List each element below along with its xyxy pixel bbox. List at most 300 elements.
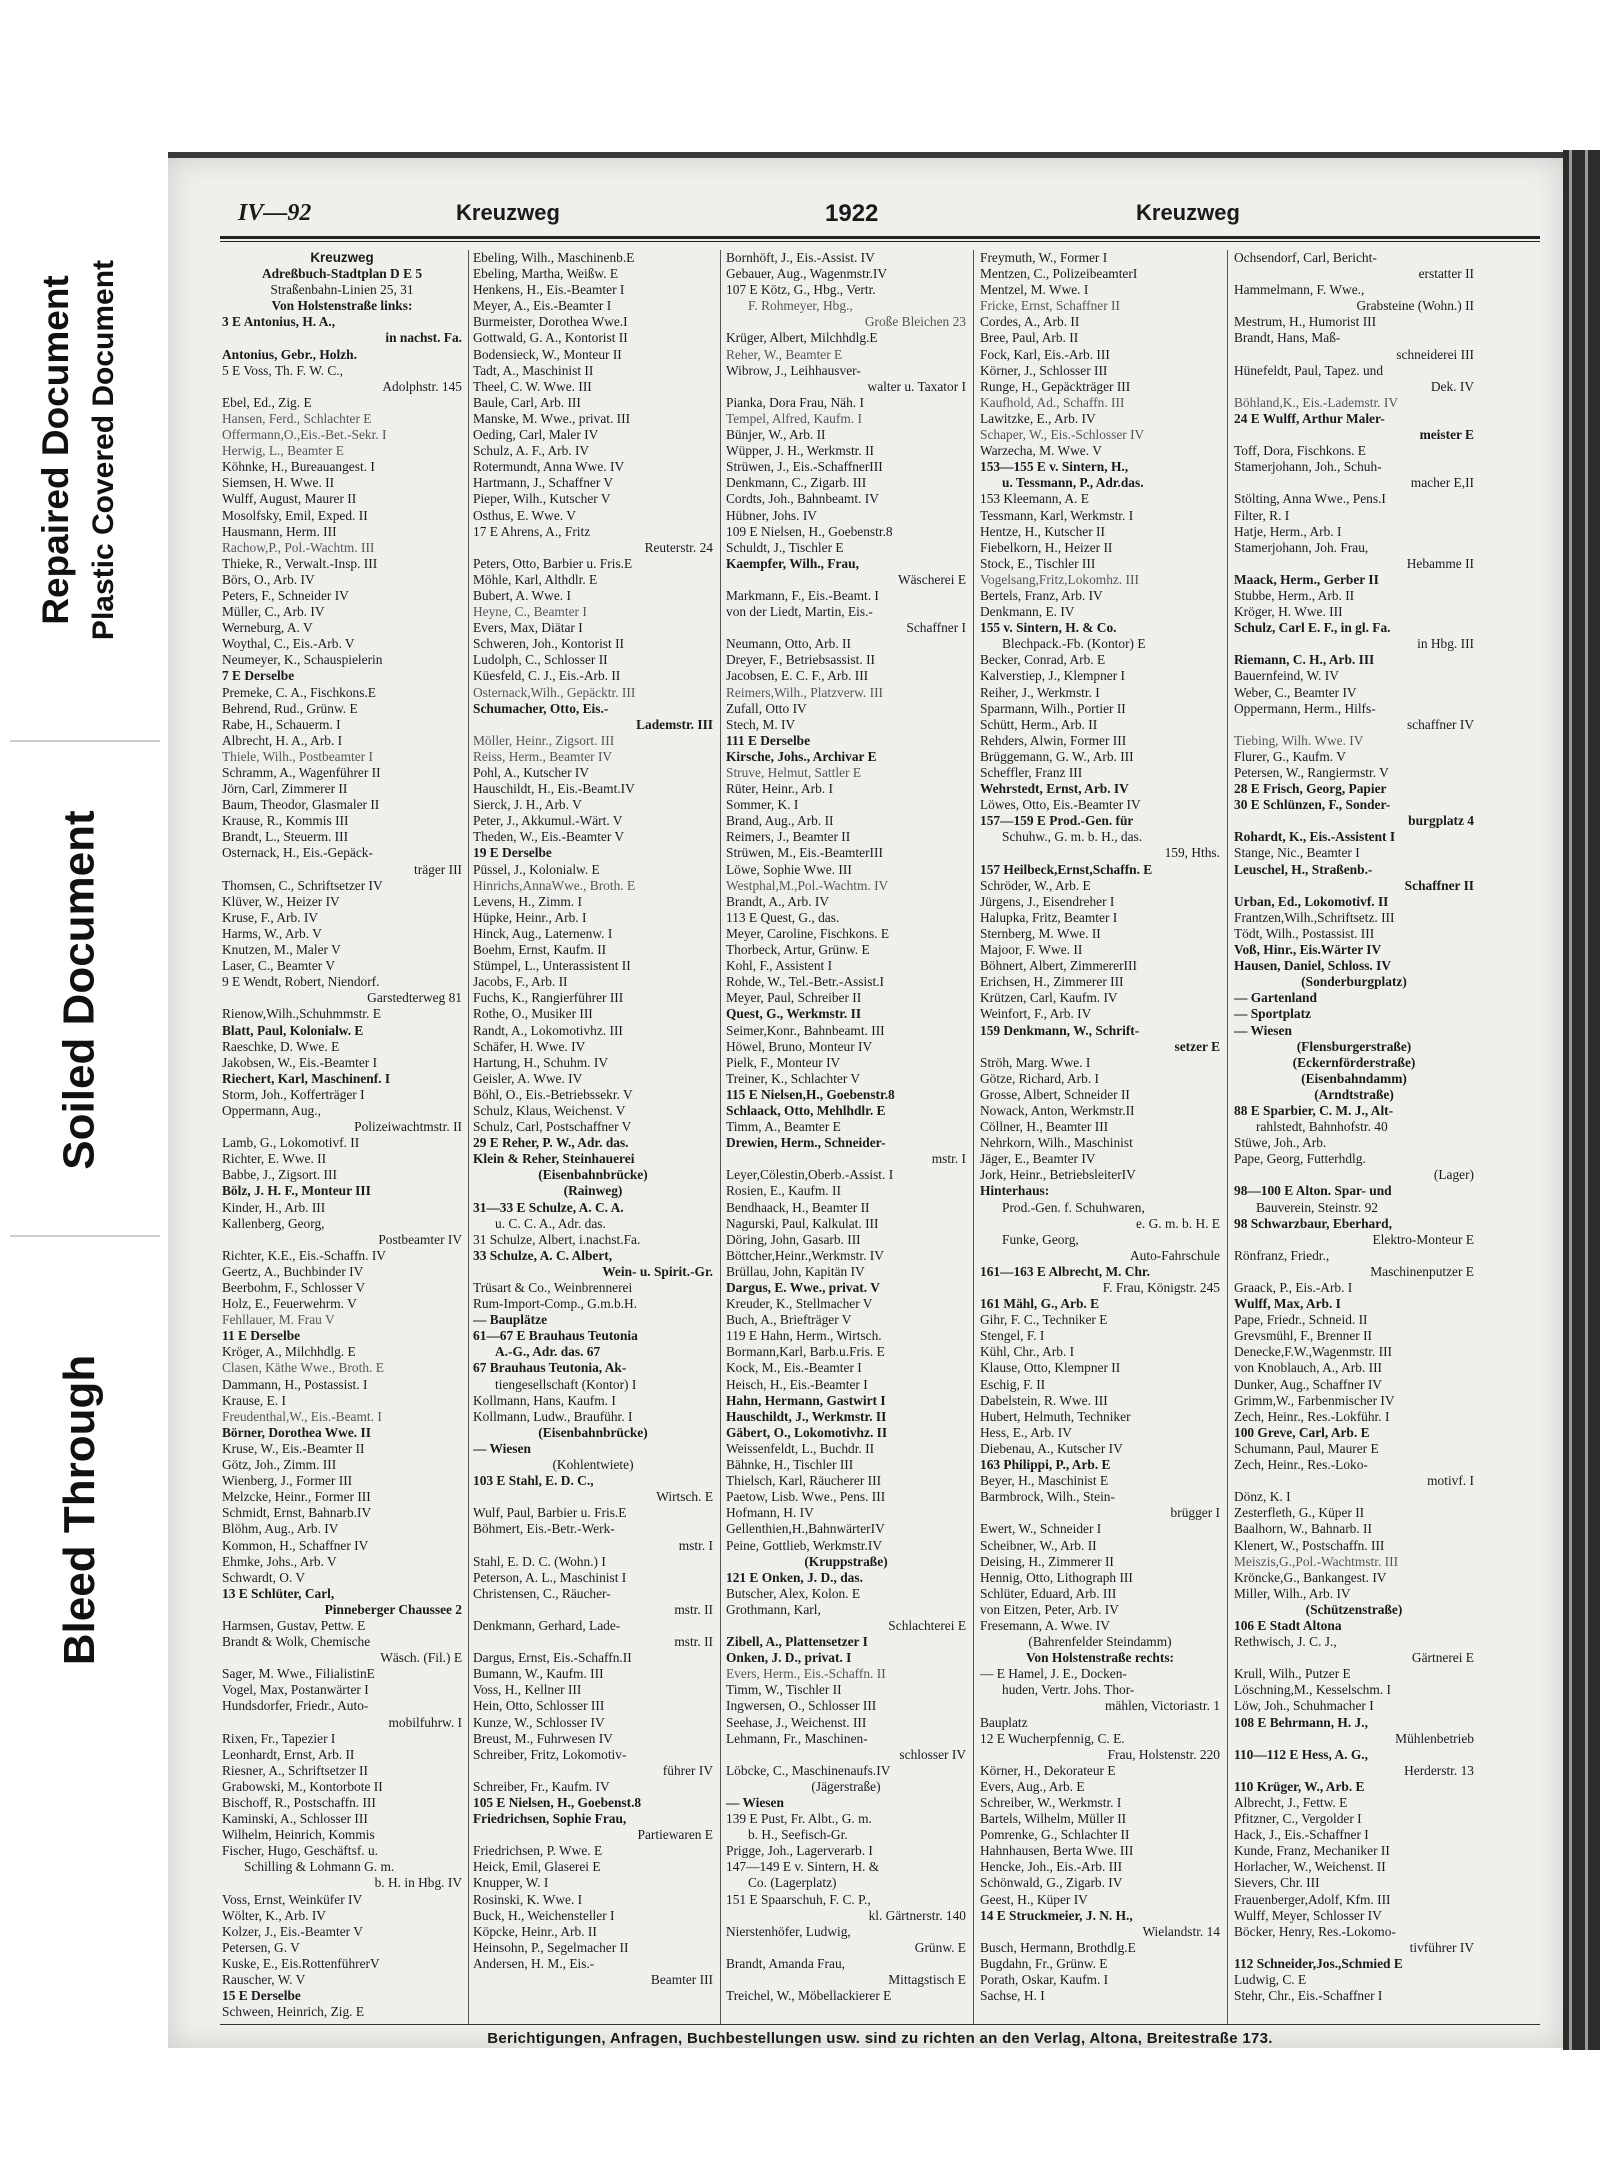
- directory-entry: Kinder, H., Arb. III: [222, 1199, 326, 1215]
- directory-entry: Straßenbahn-Linien 25, 31: [270, 282, 414, 298]
- directory-entry: Bauverein, Steinstr. 92: [1256, 1199, 1378, 1215]
- directory-entry: Pape, Friedr., Schneid. II: [1234, 1312, 1368, 1328]
- directory-entry: Grabsteine (Wohn.) II: [1356, 298, 1474, 314]
- directory-entry: Zibell, A., Plattensetzer I: [726, 1634, 868, 1650]
- directory-entry: Thomsen, C., Schriftsetzer IV: [222, 877, 383, 893]
- directory-entry: Theden, W., Eis.-Beamter V: [473, 829, 625, 845]
- directory-entry: schlosser IV: [899, 1746, 966, 1762]
- directory-entry: Hauschildt, J., Werkmstr. II: [726, 1408, 887, 1424]
- directory-entry: Erichsen, H., Zimmerer III: [980, 974, 1124, 990]
- directory-entry: e. G. m. b. H. E: [1135, 1215, 1220, 1231]
- directory-entry: Graack, P., Eis.-Arb. I: [1234, 1280, 1353, 1295]
- directory-entry: Krull, Wilh., Putzer E: [1234, 1666, 1351, 1682]
- directory-entry: Vogel, Max, Postanwärter I: [222, 1682, 369, 1698]
- directory-entry: Seehase, J., Weichenst. III: [726, 1714, 867, 1730]
- directory-entry: Stümpel, L., Unterassistent II: [473, 958, 631, 974]
- directory-entry: Püssel, J., Kolonialw. E: [473, 861, 600, 877]
- directory-entry: Drewien, Herm., Schneider-: [726, 1135, 886, 1151]
- directory-entry: Krützen, Carl, Kaufm. IV: [980, 990, 1118, 1006]
- directory-entry: — Gartenland: [1234, 990, 1317, 1006]
- directory-entry: Richter, K.E., Eis.-Schaffn. IV: [222, 1247, 386, 1263]
- directory-entry: Quest, G., Werkmstr. II: [726, 1006, 862, 1022]
- directory-entry: träger III: [414, 861, 462, 877]
- directory-entry: Ewert, W., Schneider I: [980, 1521, 1102, 1537]
- directory-entry: Henkens, H., Eis.-Beamter I: [473, 282, 625, 298]
- directory-entry: Diebenau, A., Kutscher IV: [980, 1440, 1123, 1456]
- directory-entry: Ochsendorf, Carl, Bericht-: [1234, 250, 1377, 265]
- directory-entry: Cordes, A., Arb. II: [980, 314, 1080, 330]
- directory-entry: Zech, Heinr., Res.-Lokführ. I: [1234, 1408, 1390, 1424]
- directory-entry: Ebeling, Wilh., Maschinenb.E: [473, 250, 635, 265]
- directory-entry: 9 E Wendt, Robert, Niendorf.: [222, 974, 380, 990]
- directory-entry: Möhle, Karl, Althdlr. E: [473, 571, 598, 587]
- directory-entry: Friedrichsen, Sophie Frau,: [473, 1811, 627, 1827]
- directory-entry: Döring, John, Gasarb. III: [726, 1231, 861, 1247]
- directory-entry: Stehr, Chr., Eis.-Schaffner I: [1234, 1988, 1383, 2004]
- directory-entry: — Wiesen: [1234, 1022, 1292, 1038]
- directory-entry: Kolzer, J., Eis.-Beamter V: [222, 1923, 363, 1939]
- directory-entry: 139 E Pust, Fr. Albt., G. m.: [726, 1811, 872, 1827]
- directory-entry: Bauernfeind, W. IV: [1234, 668, 1339, 684]
- directory-entry: setzer E: [1174, 1038, 1220, 1054]
- directory-entry: Hübner, Johs. IV: [726, 507, 817, 523]
- directory-entry: Pape, Georg, Futterhdlg.: [1234, 1151, 1366, 1167]
- directory-entry: Wienberg, J., Former III: [222, 1473, 353, 1489]
- directory-entry: Schwardt, O. V: [222, 1569, 306, 1585]
- directory-entry: Hinterhaus:: [980, 1183, 1050, 1199]
- directory-entry: Kröncke,G., Bankangest. IV: [1234, 1569, 1387, 1585]
- directory-entry: 115 E Nielsen,H., Goebenstr.8: [726, 1086, 895, 1102]
- directory-entry: Oppermann, Aug.,: [222, 1102, 321, 1118]
- directory-entry: Hebamme II: [1406, 555, 1474, 571]
- directory-entry: Mosolfsky, Emil, Exped. II: [222, 507, 368, 523]
- directory-entry: Filter, R. I: [1234, 507, 1290, 523]
- directory-entry: Weinfort, F., Arb. IV: [980, 1006, 1092, 1022]
- directory-entry: Burmeister, Dorothea Wwe.I: [473, 314, 628, 330]
- directory-entry: (Jägerstraße): [811, 1778, 881, 1794]
- directory-entry: Rauscher, W. V: [222, 1972, 306, 1988]
- directory-entry: Sommer, K. I: [726, 797, 799, 813]
- directory-entry: kl. Gärtnerstr. 140: [868, 1907, 966, 1923]
- directory-entry: Wein- u. Spirit.-Gr.: [602, 1263, 713, 1279]
- directory-entry: Fuchs, K., Rangierführer III: [473, 990, 624, 1006]
- directory-entry: Albrecht, H. A., Arb. I: [222, 732, 343, 748]
- directory-entry: Grevsmühl, F., Brenner II: [1234, 1328, 1373, 1344]
- directory-entry: Dreyer, F., Betriebsassist. II: [726, 652, 876, 668]
- directory-entry: (Kohlentwiete): [552, 1457, 634, 1473]
- directory-entry: Treichel, W., Möbellackierer E: [726, 1988, 892, 2004]
- directory-entry: Pinneberger Chaussee 2: [324, 1601, 462, 1617]
- directory-entry: Geisler, A. Wwe. IV: [473, 1070, 583, 1086]
- directory-entry: Möller, Heinr., Zigsort. III: [473, 732, 615, 748]
- directory-entry: Grosse, Albert, Schneider II: [980, 1086, 1130, 1102]
- column-2: [473, 250, 713, 2025]
- directory-entry: Co. (Lagerplatz): [748, 1875, 837, 1891]
- directory-entry: Denkmann, Gerhard, Lade-: [473, 1617, 621, 1633]
- directory-entry: Weber, C., Beamter IV: [1234, 684, 1357, 700]
- directory-entry: Kaufhold, Ad., Schaffn. III: [980, 394, 1125, 410]
- directory-entry: Körner, H., Dekorateur E: [980, 1762, 1116, 1778]
- directory-entry: Raeschke, D. Wwe. E: [222, 1038, 340, 1054]
- directory-entry: Evers, Aug., Arb. E: [980, 1778, 1085, 1794]
- directory-entry: Thielsch, Karl, Räucherer III: [726, 1473, 882, 1489]
- directory-entry: 3 E Antonius, H. A.,: [222, 314, 336, 330]
- directory-entry: erstatter II: [1418, 266, 1474, 282]
- column-3: [726, 250, 966, 2025]
- directory-entry: Bubert, A. Wwe. I: [473, 587, 571, 603]
- directory-entry: Weissenfeldt, L., Buchdr. II: [726, 1440, 875, 1456]
- directory-entry: Stech, M. IV: [726, 716, 796, 732]
- directory-entry: — E Hamel, J. E., Docken-: [980, 1666, 1127, 1682]
- directory-entry: Pohl, A., Kutscher IV: [473, 765, 590, 780]
- directory-entry: Schulz, Carl E. F., in gl. Fa.: [1234, 620, 1391, 636]
- directory-entry: Harms, W., Arb. V: [222, 925, 322, 941]
- header-right-title: Kreuzweg: [1136, 200, 1240, 225]
- directory-entry: Kruse, F., Arb. IV: [222, 909, 319, 925]
- directory-entry: Baalhorn, W., Bahnarb. II: [1234, 1521, 1372, 1537]
- directory-entry: Strüwen, M., Eis.-BeamterIII: [726, 845, 883, 861]
- directory-entry: Warzecha, M. Wwe. V: [980, 443, 1102, 459]
- directory-entry: Böhland,K., Eis.-Lademstr. IV: [1234, 394, 1399, 410]
- directory-entry: Buck, H., Weichensteller I: [473, 1907, 615, 1923]
- directory-entry: 157 Heilbeck,Ernst,Schaffn. E: [980, 861, 1153, 877]
- directory-entry: Jakobsen, W., Eis.-Beamter I: [222, 1054, 378, 1070]
- label-soiled-text: Soiled Document: [55, 810, 104, 1170]
- label-divider: [10, 1235, 160, 1237]
- directory-entry: Brandt, Amanda Frau,: [726, 1955, 846, 1971]
- directory-entry: 28 E Frisch, Georg, Papier: [1234, 781, 1387, 797]
- directory-entry: F. Frau, Königstr. 245: [1102, 1280, 1220, 1295]
- directory-entry: 13 E Schlüter, Carl,: [222, 1585, 335, 1601]
- header-rule: [220, 236, 1540, 239]
- directory-entry: 161—163 E Albrecht, M. Chr.: [980, 1263, 1150, 1279]
- directory-entry: Hauschildt, H., Eis.-Beamt.IV: [473, 781, 635, 797]
- directory-entry: Schulz, Carl, Postschaffner V: [473, 1119, 632, 1135]
- directory-entry: Peters, F., Schneider IV: [222, 587, 349, 603]
- directory-entry: Neumeyer, K., Schauspielerin: [222, 652, 383, 668]
- directory-entry: 31 Schulze, Albert, i.nachst.Fa.: [473, 1231, 641, 1247]
- directory-entry: Trüsart & Co., Weinbrennerei: [473, 1280, 633, 1295]
- directory-entry: Rönfranz, Friedr.,: [1234, 1247, 1330, 1263]
- directory-entry: Reimers,Wilh., Platzverw. III: [726, 684, 883, 700]
- directory-entry: Zesterfleth, G., Küper II: [1234, 1505, 1365, 1521]
- directory-entry: Halupka, Fritz, Beamter I: [980, 909, 1118, 925]
- label-plastic: [0, 170, 160, 730]
- directory-entry: Tadt, A., Maschinist II: [473, 362, 594, 378]
- directory-entry: Denecke,F.W.,Wagenmstr. III: [1234, 1344, 1392, 1360]
- directory-entry: Götz, Joh., Zimm. III: [222, 1457, 337, 1473]
- directory-entry: Schaffner II: [1404, 877, 1474, 893]
- directory-entry: 61—67 E Brauhaus Teutonia: [473, 1328, 638, 1344]
- directory-entry: Denkmann, E. IV: [980, 604, 1075, 620]
- column-rule: [720, 250, 721, 2025]
- directory-entry: Riechert, Karl, Maschinenf. I: [222, 1070, 391, 1086]
- directory-entry: Bree, Paul, Arb. II: [980, 330, 1079, 346]
- directory-entry: (Eisenbahnbrücke): [538, 1167, 648, 1183]
- directory-entry: Ebel, Ed., Zig. E: [222, 394, 312, 410]
- directory-entry: Löw, Joh., Schuhmacher I: [1234, 1698, 1374, 1714]
- binding-edge: [1563, 150, 1600, 2050]
- directory-entry: Voss, Ernst, Weinküfer IV: [222, 1891, 363, 1907]
- directory-entry: Böhl, O., Eis.-Betriebssekr. V: [473, 1086, 633, 1102]
- directory-entry: Brandt & Wolk, Chemische: [222, 1634, 371, 1650]
- directory-entry: Stamerjohann, Joh., Schuh-: [1234, 459, 1382, 475]
- directory-entry: Kreuzweg: [310, 250, 374, 265]
- directory-entry: Tödt, Wilh., Postassist. III: [1234, 925, 1375, 941]
- directory-entry: Rohde, W., Tel.-Betr.-Assist.I: [726, 974, 885, 990]
- directory-entry: Fiebelkorn, H., Heizer II: [980, 539, 1113, 555]
- directory-entry: Schmidt, Ernst, Bahnarb.IV: [222, 1505, 372, 1521]
- directory-entry: Herderstr. 13: [1404, 1762, 1474, 1778]
- directory-entry: Hünefeldt, Paul, Tapez. und: [1234, 362, 1384, 378]
- directory-entry: Markmann, F., Eis.-Beamt. I: [726, 587, 879, 603]
- directory-entry: Rosien, E., Kaufm. II: [726, 1183, 841, 1199]
- directory-entry: Andersen, H. M., Eis.-: [473, 1955, 595, 1971]
- directory-entry: Von Holstenstraße links:: [271, 298, 413, 314]
- directory-entry: 17 E Ahrens, A., Fritz: [473, 523, 591, 539]
- binding-line: [1585, 150, 1588, 2050]
- directory-entry: Oppermann, Herm., Hilfs-: [1234, 700, 1376, 716]
- binding-line: [1569, 150, 1572, 2050]
- directory-entry: Pfitzner, C., Vergolder I: [1234, 1811, 1362, 1827]
- directory-entry: Hausen, Daniel, Schloss. IV: [1234, 958, 1391, 974]
- directory-entry: 5 E Voss, Th. F. W. C.,: [222, 362, 343, 378]
- directory-entry: 100 Greve, Carl, Arb. E: [1234, 1424, 1370, 1440]
- directory-entry: Treiner, K., Schlachter V: [726, 1070, 861, 1086]
- directory-entry: Jacobs, F., Arb. II: [473, 974, 568, 990]
- directory-entry: Eschig, F. II: [980, 1376, 1046, 1392]
- directory-entry: Kock, M., Eis.-Beamter I: [726, 1360, 862, 1376]
- directory-entry: Börs, O., Arb. IV: [222, 571, 315, 587]
- directory-entry: Nehrkorn, Wilh., Maschinist: [980, 1135, 1133, 1151]
- directory-entry: (Eisenbahnbrücke): [538, 1424, 648, 1440]
- directory-entry: Schilling & Lohmann G. m.: [244, 1859, 395, 1875]
- directory-entry: Becker, Conrad, Arb. E: [980, 652, 1106, 668]
- directory-entry: Börner, Dorothea Wwe. II: [222, 1424, 371, 1440]
- directory-entry: Peterson, A. L., Maschinist I: [473, 1569, 627, 1585]
- directory-entry: Wirtsch. E: [656, 1489, 713, 1505]
- directory-entry: Schulz, A. F., Arb. IV: [473, 443, 590, 459]
- directory-entry: 121 E Onken, J. D., das.: [726, 1569, 863, 1585]
- directory-entry: Bartels, Wilhelm, Müller II: [980, 1811, 1127, 1827]
- directory-entry: 88 E Sparbier, C. M. J., Alt-: [1234, 1102, 1394, 1118]
- directory-entry: Deising, H., Zimmerer II: [980, 1553, 1114, 1569]
- column-rule: [468, 250, 469, 2025]
- directory-entry: (Schützenstraße): [1305, 1601, 1403, 1617]
- directory-entry: Cordts, Joh., Bahnbeamt. IV: [726, 491, 879, 507]
- directory-entry: Pianka, Dora Frau, Näh. I: [726, 394, 864, 410]
- directory-entry: Riesner, A., Schriftsetzer II: [222, 1762, 368, 1778]
- directory-entry: Klause, Otto, Klempner II: [980, 1360, 1121, 1376]
- directory-entry: Polizeiwachtmstr. II: [354, 1119, 462, 1135]
- directory-entry: Große Bleichen 23: [864, 314, 966, 330]
- directory-entry: Lamb, G., Lokomotivf. II: [222, 1135, 360, 1151]
- directory-entry: Reiher, J., Werkmstr. I: [980, 684, 1100, 700]
- directory-entry: Ströh, Marg. Wwe. I: [980, 1054, 1091, 1070]
- directory-entry: Laser, C., Beamter V: [222, 958, 336, 974]
- directory-entry: Böhnert, Albert, ZimmererIII: [980, 958, 1137, 974]
- directory-entry: mobilfuhrw. I: [388, 1714, 462, 1730]
- directory-entry: Seimer,Konr., Bahnbeamt. III: [726, 1022, 885, 1038]
- directory-entry: Küesfeld, C. J., Eis.-Arb. II: [473, 668, 621, 684]
- directory-entry: Gottwald, G. A., Kontorist II: [473, 330, 628, 346]
- directory-entry: (Kruppstraße): [804, 1553, 888, 1569]
- directory-entry: macher E,II: [1410, 475, 1474, 491]
- directory-entry: Brüggemann, G. W., Arb. III: [980, 748, 1134, 764]
- directory-entry: Grünw. E: [914, 1939, 966, 1955]
- directory-entry: Klüver, W., Heizer IV: [222, 893, 340, 909]
- directory-entry: Freymuth, W., Former I: [980, 250, 1108, 265]
- directory-entry: Leuschel, H., Straßenb.-: [1234, 861, 1373, 877]
- directory-entry: 110 Krüger, W., Arb. E: [1234, 1778, 1365, 1794]
- directory-entry: Friedrichsen, P. Wwe. E: [473, 1843, 603, 1859]
- directory-entry: Behrend, Rud., Grünw. E: [222, 700, 358, 716]
- directory-entry: Riemann, C. H., Arb. III: [1234, 652, 1375, 668]
- directory-entry: Fischer, Hugo, Geschäftsf. u.: [222, 1843, 379, 1859]
- directory-entry: Rothe, O., Musiker III: [473, 1006, 593, 1022]
- directory-entry: Hencke, Joh., Eis.-Arb. III: [980, 1859, 1123, 1875]
- directory-entry: Bendhaack, H., Beamter II: [726, 1199, 870, 1215]
- directory-entry: Hess, E., Arb. IV: [980, 1424, 1072, 1440]
- directory-entry: Stengel, F. I: [980, 1328, 1045, 1344]
- directory-entry: Beerbohm, F., Schlosser V: [222, 1280, 365, 1295]
- directory-entry: Nowack, Anton, Werkmstr.II: [980, 1102, 1135, 1118]
- directory-entry: Rabe, H., Schauerm. I: [222, 716, 341, 732]
- directory-entry: Voss, H., Kellner III: [473, 1682, 582, 1698]
- directory-entry: Wehrstedt, Ernst, Arb. IV: [980, 781, 1129, 797]
- directory-entry: 161 Mähl, G., Arb. E: [980, 1296, 1100, 1312]
- directory-entry: Mentzen, C., PolizeibeamterI: [980, 266, 1138, 282]
- directory-entry: mstr. II: [674, 1634, 713, 1650]
- directory-entry: Maschinenputzer E: [1370, 1263, 1474, 1279]
- directory-entry: Osternack,Wilh., Gepäcktr. III: [473, 684, 636, 700]
- directory-entry: Hofmann, H. IV: [726, 1505, 814, 1521]
- directory-entry: Löschning,M., Kesselschm. I: [1234, 1682, 1391, 1698]
- directory-entry: Kaminski, A., Schlosser III: [222, 1811, 368, 1827]
- directory-entry: (Flensburgerstraße): [1296, 1038, 1412, 1054]
- directory-entry: Meyer, A., Eis.-Beamter I: [473, 298, 612, 314]
- directory-entry: Lawitzke, E., Arb. IV: [980, 410, 1096, 426]
- directory-entry: b. H. in Hbg. IV: [374, 1875, 462, 1891]
- directory-entry: Schreiber, W., Werkmstr. I: [980, 1795, 1122, 1810]
- directory-entry: Dunker, Aug., Schaffner IV: [1234, 1376, 1382, 1392]
- directory-entry: 147—149 E v. Sintern, H. &: [726, 1859, 880, 1875]
- directory-entry: Thorbeck, Artur, Grünw. E: [726, 942, 870, 958]
- directory-entry: Adolphstr. 145: [382, 378, 462, 394]
- directory-entry: 108 E Behrmann, H. J.,: [1234, 1714, 1368, 1730]
- condition-labels-sidebar: [0, 170, 160, 1870]
- directory-entry: von Eitzen, Peter, Arb. IV: [980, 1601, 1119, 1617]
- directory-entry: Denkmann, C., Zigarb. III: [726, 475, 867, 491]
- directory-entry: Rotermundt, Anna Wwe. IV: [473, 459, 625, 475]
- directory-entry: Blöhm, Aug., Arb. IV: [222, 1521, 339, 1537]
- directory-entry: Ingwersen, O., Schlosser III: [726, 1698, 877, 1714]
- directory-entry: Jäger, E., Beamter IV: [980, 1151, 1096, 1167]
- directory-entry: 12 E Wucherpfennig, C. E.: [980, 1730, 1125, 1746]
- directory-entry: Kalverstiep, J., Klempner I: [980, 668, 1126, 684]
- directory-entry: Evers, Herm., Eis.-Schaffn. II: [726, 1666, 886, 1682]
- directory-entry: mählen, Victoriastr. 1: [1105, 1698, 1220, 1714]
- directory-entry: 111 E Derselbe: [726, 732, 811, 748]
- directory-entry: 19 E Derselbe: [473, 845, 552, 861]
- directory-entry: Richter, E. Wwe. II: [222, 1151, 327, 1167]
- directory-entry: Körner, J., Schlosser III: [980, 362, 1108, 378]
- directory-entry: Ludolph, C., Schlosser II: [473, 652, 608, 668]
- column-rule: [973, 250, 974, 2025]
- directory-entry: (Bahrenfelder Steindamm): [1028, 1634, 1172, 1650]
- directory-entry: Bugdahn, Fr., Grünw. E: [980, 1955, 1108, 1971]
- directory-entry: 24 E Wulff, Arthur Maler-: [1234, 410, 1385, 426]
- directory-entry: Höwel, Bruno, Monteur IV: [726, 1038, 873, 1054]
- directory-entry: Kohl, F., Assistent I: [726, 958, 833, 974]
- directory-entry: Wäsch. (Fil.) E: [380, 1650, 462, 1666]
- directory-entry: Albrecht, J., Fettw. E: [1234, 1795, 1348, 1810]
- directory-entry: Rehders, Alwin, Former III: [980, 732, 1127, 748]
- directory-entry: mstr. I: [678, 1537, 713, 1553]
- directory-entry: Postbeamter IV: [378, 1231, 462, 1247]
- directory-entry: Hack, J., Eis.-Schaffner I: [1234, 1827, 1369, 1843]
- footer-rule: [220, 2024, 1540, 2025]
- directory-entry: Jork, Heinr., BetriebsleiterIV: [980, 1167, 1136, 1183]
- directory-entry: Fock, Karl, Eis.-Arb. III: [980, 346, 1110, 362]
- directory-entry: Brandt, Hans, Maß-: [1234, 330, 1341, 346]
- directory-entry: 103 E Stahl, E. D. C.,: [473, 1473, 594, 1489]
- directory-entry: 155 v. Sintern, H. & Co.: [980, 620, 1117, 636]
- label-bleed: [0, 1245, 160, 1775]
- directory-entry: Bormann,Karl, Barb.u.Fris. E: [726, 1344, 885, 1360]
- directory-entry: Klein & Reher, Steinhauerei: [473, 1151, 635, 1167]
- directory-entry: 151 E Spaarschuh, F. C. P.,: [726, 1891, 871, 1907]
- directory-entry: Brand, Aug., Arb. II: [726, 813, 834, 829]
- directory-entry: Tempel, Alfred, Kaufm. I: [726, 410, 862, 426]
- directory-entry: Lehmann, Fr., Maschinen-: [726, 1730, 868, 1746]
- directory-entry: Kröger, H. Wwe. III: [1234, 604, 1343, 620]
- directory-entry: Premeke, C. A., Fischkons.E: [222, 684, 376, 700]
- directory-entry: in Hbg. III: [1417, 636, 1474, 652]
- directory-entry: Geertz, A., Buchbinder IV: [222, 1263, 364, 1279]
- page-number: IV—92: [238, 200, 312, 226]
- directory-entry: Blatt, Paul, Kolonialw. E: [222, 1022, 364, 1038]
- directory-entry: Frauenberger,Adolf, Kfm. III: [1234, 1891, 1391, 1907]
- directory-entry: Beyer, H., Maschinist E: [980, 1473, 1109, 1489]
- directory-entry: Hinck, Aug., Laternenw. I: [473, 925, 613, 941]
- directory-entry: Herwig, L., Beamter E: [222, 443, 344, 459]
- directory-entry: Bähnke, H., Tischler III: [726, 1457, 854, 1473]
- directory-entry: Mühlenbetrieb: [1395, 1730, 1474, 1746]
- directory-entry: Garstedterweg 81: [367, 990, 462, 1006]
- directory-entry: Paetow, Lisb. Wwe., Pens. III: [726, 1489, 886, 1505]
- directory-entry: Hinrichs,AnnaWwe., Broth. E: [473, 877, 636, 893]
- directory-entry: Wulff, August, Maurer II: [222, 491, 357, 507]
- directory-entry: Götze, Richard, Arb. I: [980, 1070, 1099, 1086]
- directory-entry: Stahl, E. D. C. (Wohn.) I: [473, 1553, 606, 1569]
- column-rule: [1227, 250, 1228, 2025]
- directory-entry: Rachow,P., Pol.-Wachtm. III: [222, 539, 375, 555]
- directory-entry: Hansen, Ferd., Schlachter E: [222, 410, 372, 426]
- directory-entry: Reiss, Herm., Beamter IV: [473, 748, 613, 764]
- directory-entry: Knupper, W. I: [473, 1875, 549, 1891]
- directory-entry: 105 E Nielsen, H., Goebenst.8: [473, 1795, 642, 1810]
- directory-entry: Rixen, Fr., Tapezier I: [222, 1730, 336, 1746]
- directory-entry: Lademstr. III: [636, 716, 713, 732]
- header-rule-thin: [220, 241, 1540, 242]
- directory-entry: Flurer, G., Kaufm. V: [1234, 748, 1346, 764]
- directory-entry: Frantzen,Wilh.,Schriftsetz. III: [1234, 909, 1395, 925]
- label-bleed-text: Bleed Through: [55, 1354, 104, 1666]
- directory-entry: 30 E Schlünzen, F., Sonder-: [1234, 797, 1391, 813]
- directory-entry: schneiderei III: [1396, 346, 1474, 362]
- directory-entry: Kallenberg, Georg,: [222, 1215, 325, 1231]
